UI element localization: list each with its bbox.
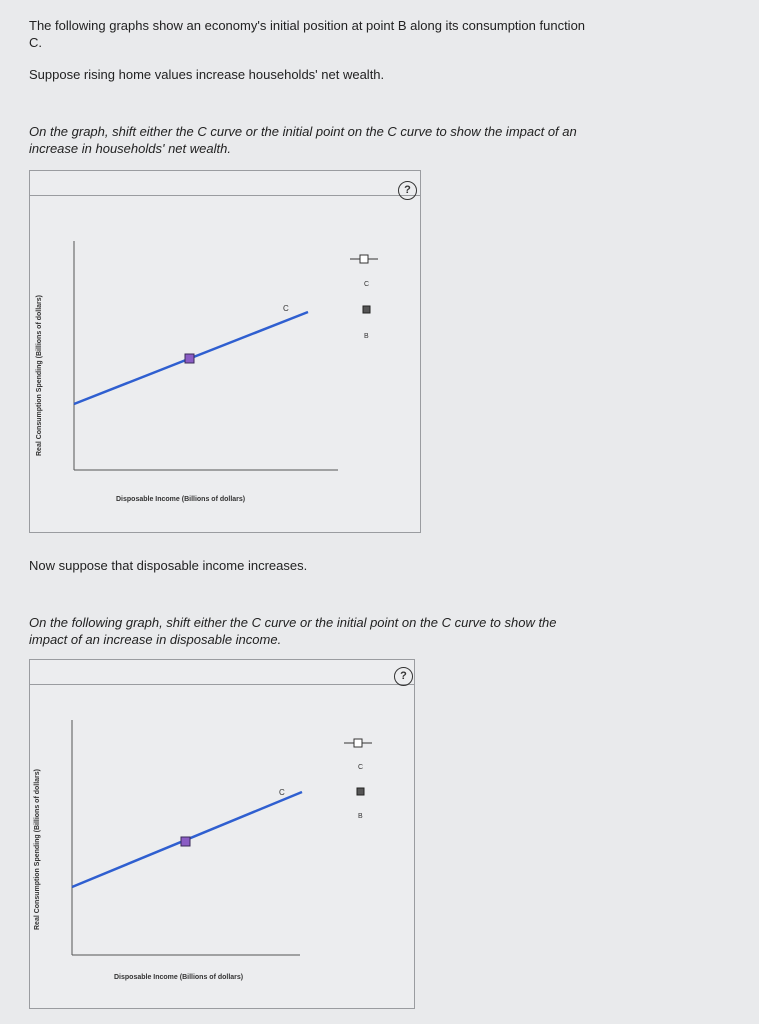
suppose-wealth-text: Suppose rising home values increase households' net wealth. (29, 67, 385, 82)
curve-label-c: C (279, 788, 285, 797)
graph-2-canvas (30, 660, 414, 1008)
x-axis-label: Disposable Income (Billions of dollars) (114, 974, 244, 981)
instruction-1-line-2: increase in households' net wealth. (29, 141, 231, 156)
legend-c-handle-icon[interactable] (360, 255, 368, 263)
instruction-2-line-1: On the following graph, shift either the C curve or the initial point on the C curve to show the (29, 615, 557, 630)
instruction-2-line-2: impact of an increase in disposable income. (29, 632, 282, 647)
graph-panel-2 (29, 659, 415, 1009)
legend-b-point-icon[interactable] (357, 788, 364, 795)
graph-panel-1 (29, 170, 421, 533)
legend-c-label: C (364, 281, 370, 288)
point-b[interactable] (181, 837, 190, 846)
legend-c-handle-icon[interactable] (354, 739, 362, 747)
instruction-1-line-1: On the graph, shift either the C curve or the initial point on the C curve to show the impact of an (29, 124, 577, 139)
help-icon[interactable]: ? (394, 667, 413, 686)
x-axis-label: Disposable Income (Billions of dollars) (116, 496, 246, 503)
legend-b-label: B (358, 813, 363, 820)
y-axis-label: Real Consumption Spending (Billions of dollars) (36, 295, 43, 456)
point-b[interactable] (185, 354, 194, 363)
graph-1-canvas (30, 171, 420, 532)
legend-c-label: C (358, 764, 364, 771)
legend-b-point-icon[interactable] (363, 306, 370, 313)
help-icon[interactable]: ? (398, 181, 417, 200)
y-axis-label: Real Consumption Spending (Billions of dollars) (34, 769, 41, 930)
intro-line-1: The following graphs show an economy's initial position at point B along its consumption function (29, 18, 586, 33)
intro-line-2: C. (29, 35, 42, 50)
legend-b-label: B (364, 333, 369, 340)
curve-label-c: C (283, 304, 289, 313)
suppose-income-text: Now suppose that disposable income increases. (29, 558, 308, 573)
